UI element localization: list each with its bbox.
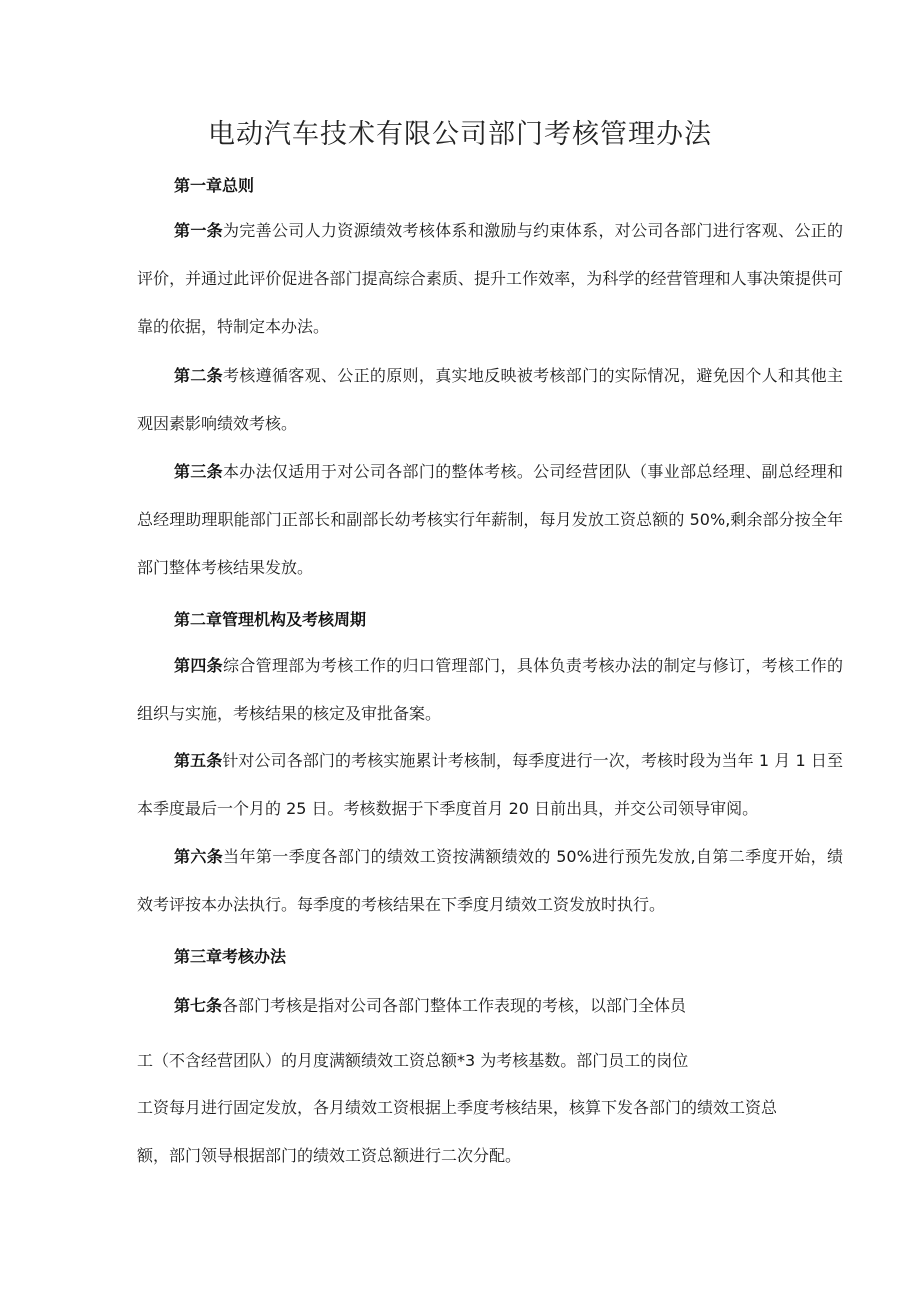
- article-label: 第四条: [174, 656, 223, 675]
- article-label: 第一条: [174, 221, 223, 240]
- document-title: 电动汽车技术有限公司部门考核管理办法: [208, 119, 712, 150]
- article-3: [137, 448, 843, 592]
- article-label: 第七条: [174, 996, 223, 1015]
- article-label: 第六条: [174, 847, 224, 866]
- article-5: [137, 737, 843, 833]
- article-7-line: 工（不含经营团队）的月度满额绩效工资总额*3 为考核基数。部门员工的岗位: [137, 1051, 689, 1070]
- chapter-heading: 第一章总则: [174, 176, 255, 195]
- article-7-line: [174, 993, 686, 1016]
- article-text: 考核遵循客观、公正的原则，真实地反映被考核部门的实际情况，避免因个人和其他主观因素影响绩效考核。: [137, 366, 843, 433]
- article-4: [137, 642, 843, 738]
- article-7-line: 额，部门领导根据部门的绩效工资总额进行二次分配。: [137, 1146, 522, 1165]
- article-2: [137, 352, 843, 448]
- article-text: 为完善公司人力资源绩效考核体系和激励与约束体系，对公司各部门进行客观、公正的评价，并通过此评价促进各部门提高综合素质、提升工作效率，为科学的经营管理和人事决策提供可靠的依据，特制定本办法。: [137, 221, 843, 336]
- article-7-line: 工资每月进行固定发放，各月绩效工资根据上季度考核结果，核算下发各部门的绩效工资总: [137, 1098, 778, 1117]
- article-label: 第五条: [174, 751, 223, 770]
- chapter-heading: 第三章考核办法: [174, 947, 287, 966]
- article-text: 本办法仅适用于对公司各部门的整体考核。公司经营团队（事业部总经理、副总经理和总经理助理职能部门正部长和副部长幼考核实行年薪制，每月发放工资总额的 50%,剩余部分按全年部门整体考核结果发放。: [137, 462, 843, 577]
- article-1: [137, 207, 843, 351]
- article-text: 针对公司各部门的考核实施累计考核制，每季度进行一次，考核时段为当年 1 月 1 日至本季度最后一个月的 25 日。考核数据于下季度首月 20 日前出具，并交公司领导审阅。: [137, 751, 843, 818]
- article-text: 当年第一季度各部门的绩效工资按满额绩效的 50%进行预先发放,自第二季度开始，绩效考评按本办法执行。每季度的考核结果在下季度月绩效工资发放时执行。: [137, 847, 843, 914]
- article-text: 各部门考核是指对公司各部门整体工作表现的考核，以部门全体员: [222, 996, 687, 1015]
- chapter-heading: 第二章管理机构及考核周期: [174, 610, 367, 629]
- article-label: 第二条: [174, 366, 223, 385]
- article-6: [137, 833, 843, 929]
- article-label: 第三条: [174, 462, 223, 481]
- article-text: 综合管理部为考核工作的归口管理部门，具体负责考核办法的制定与修订，考核工作的组织与实施，考核结果的核定及审批备案。: [137, 656, 843, 723]
